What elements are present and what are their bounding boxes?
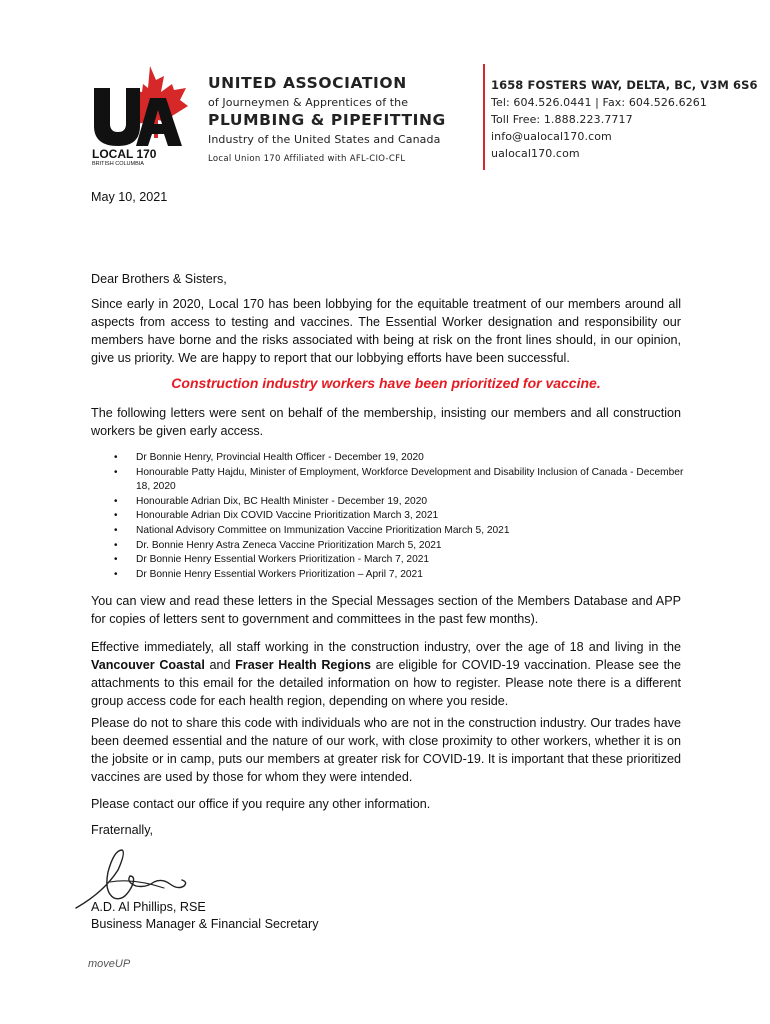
website: ualocal170.com — [491, 147, 580, 160]
paragraph-eligibility: Effective immediately, all staff working in the construction industry, over the age of 18 and living in the Vancouver Coastal and Fraser Health Regions are eligible for COVID-19 vaccination. Please see the attachments to this email for the detailed information on how to register. Please note there is a different group access code for each health region, depending on where you reside. — [91, 640, 681, 708]
list-item: • National Advisory Committee on Immunization Vaccine Prioritization March 5, 2021 — [136, 524, 696, 539]
signer-name: A.D. Al Phillips, RSE — [91, 900, 206, 914]
logo-region-text: BRITISH COLUMBIA — [92, 161, 144, 166]
org-affiliation: Local Union 170 Affiliated with AFL-CIO-CFL — [208, 154, 406, 164]
org-subtitle: of Journeymen & Apprentices of the — [208, 96, 409, 109]
moveup-logo — [88, 954, 138, 972]
org-industry: Industry of the United States and Canada — [208, 133, 441, 146]
signer-title: Business Manager & Financial Secretary — [91, 917, 319, 931]
letters-list — [91, 451, 696, 582]
ua-local-170-logo — [86, 62, 192, 166]
list-item: • Dr. Bonnie Henry Astra Zeneca Vaccine Prioritization March 5, 2021 — [136, 539, 696, 554]
list-item: • Honourable Patty Hajdu, Minister of Employment, Workforce Development and Disability Inclusion of Canada - December 18, 2020 — [136, 466, 696, 495]
org-name: UNITED ASSOCIATION — [208, 74, 407, 92]
list-item: • Honourable Adrian Dix, BC Health Minister - December 19, 2020 — [136, 495, 696, 510]
paragraph-view-letters: You can view and read these letters in the Special Messages section of the Members Database and APP for copies of letters sent to government and committees in the past few months). — [91, 594, 681, 626]
closing: Fraternally, — [91, 823, 154, 837]
org-trade: PLUMBING & PIPEFITTING — [208, 111, 446, 129]
list-item: • Dr Bonnie Henry, Provincial Health Officer - December 19, 2020 — [136, 451, 696, 466]
salutation: Dear Brothers & Sisters, — [91, 272, 227, 286]
address: 1658 FOSTERS WAY, DELTA, BC, V3M 6S6 — [491, 78, 758, 92]
email: info@ualocal170.com — [491, 130, 612, 143]
paragraph-contact: Please contact our office if you require any other information. — [91, 797, 431, 811]
toll-free: Toll Free: 1.888.223.7717 — [491, 113, 633, 126]
letter-date: May 10, 2021 — [91, 190, 168, 204]
logo-local-text: LOCAL 170 — [92, 147, 157, 161]
svg-text:moveUP: moveUP — [88, 958, 131, 970]
list-item: • Honourable Adrian Dix COVID Vaccine Prioritization March 3, 2021 — [136, 509, 696, 524]
paragraph-letters-intro: The following letters were sent on behalf of the membership, insisting our members and all construction workers be given early access. — [91, 406, 681, 438]
headline: Construction industry workers have been prioritized for vaccine. — [171, 375, 601, 391]
paragraph-do-not-share: Please do not to share this code with individuals who are not in the construction industry. Our trades have been deemed essential and the nature of our work, with close proximity to other workers, whether it is on the jobsite or in camp, puts our members at greater risk for COVID-19. It is important that these prioritized vaccines are used by those for whom they were intended. — [91, 716, 681, 784]
region-vancouver-coastal: Vancouver Coastal — [91, 658, 205, 672]
paragraph-lobbying: Since early in 2020, Local 170 has been lobbying for the equitable treatment of our members around all aspects from access to testing and vaccines. The Essential Worker designation and responsibility our members have borne and the risks associated with being at risk on the front lines should, in our opinion, give us priority. We are happy to report that our lobbying efforts have been successful. — [91, 297, 681, 365]
phone-fax: Tel: 604.526.0441 | Fax: 604.526.6261 — [491, 96, 708, 109]
letterhead-divider — [483, 64, 485, 170]
region-fraser-health: Fraser Health Regions — [235, 658, 372, 672]
list-item: • Dr Bonnie Henry Essential Workers Prioritization – April 7, 2021 — [136, 568, 696, 583]
list-item: • Dr Bonnie Henry Essential Workers Prioritization - March 7, 2021 — [136, 553, 696, 568]
